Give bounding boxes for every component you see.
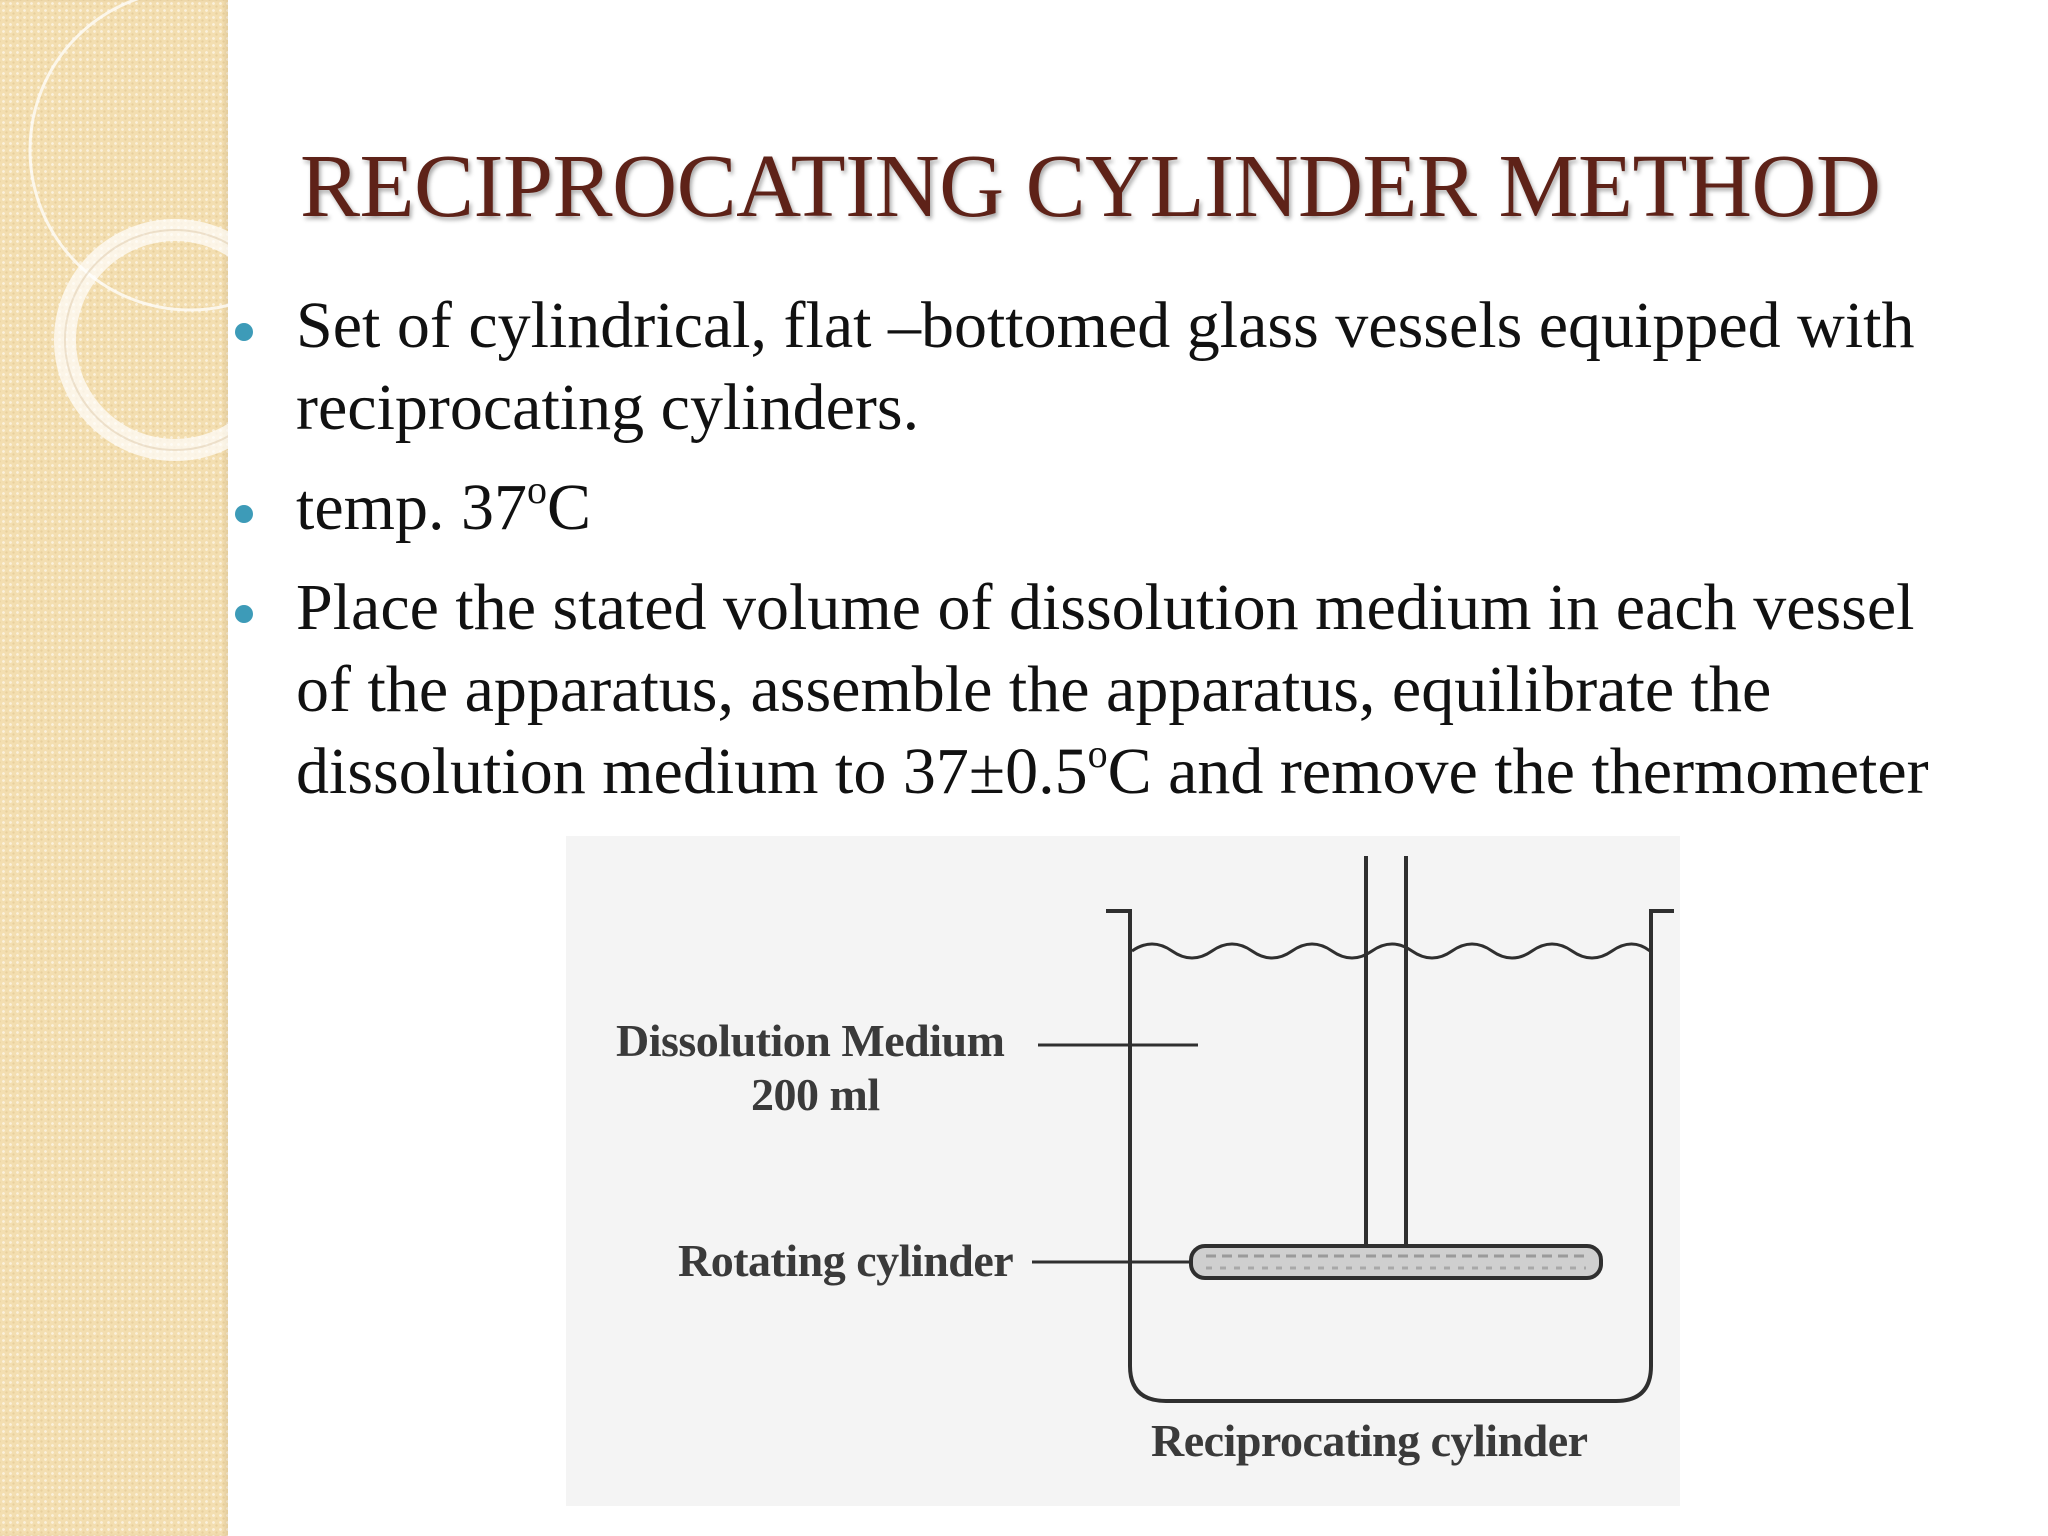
bullet-line: of the apparatus, assemble the apparatus, equilibrate the bbox=[296, 653, 1772, 726]
bullet-dot-icon bbox=[235, 605, 253, 623]
rotating-cylinder-label: Rotating cylinder bbox=[678, 1235, 1014, 1286]
apparatus-diagram bbox=[566, 836, 1680, 1506]
rotating-cylinder bbox=[1191, 1246, 1601, 1278]
dissolution-medium-label: Dissolution Medium bbox=[616, 1015, 1005, 1066]
bullet-dot-icon bbox=[235, 505, 253, 523]
degree-superscript: o bbox=[1087, 731, 1108, 776]
volume-label: 200 ml bbox=[751, 1069, 880, 1120]
vessel-outline bbox=[1106, 911, 1676, 1396]
bullet-line bbox=[296, 731, 2026, 813]
bullet-text bbox=[296, 285, 2026, 449]
sidebar-decoration bbox=[0, 0, 228, 1536]
figure-caption: Reciprocating cylinder bbox=[1151, 1415, 1588, 1466]
bullet-text bbox=[296, 567, 2026, 813]
temperature-text: temp. 37 bbox=[296, 471, 527, 544]
temperature-unit: C bbox=[546, 471, 591, 544]
sidebar-rings-decoration bbox=[0, 0, 228, 1536]
bullet-line: Set of cylindrical, flat –bottomed glass vessels equipped with bbox=[296, 289, 1915, 362]
slide-title: RECIPROCATING CYLINDER METHOD bbox=[300, 137, 1881, 236]
bullet-text bbox=[296, 467, 2026, 549]
bullet-line bbox=[296, 467, 2026, 549]
apparatus-drawing bbox=[566, 836, 1680, 1506]
bullet-line: reciprocating cylinders. bbox=[296, 371, 920, 444]
vessel-body bbox=[1106, 911, 1674, 1401]
bullet-line-text: C and remove the thermometer bbox=[1107, 735, 1929, 808]
bullet-dot-icon bbox=[235, 323, 253, 341]
bullet-line-text: dissolution medium to 37±0.5 bbox=[296, 735, 1088, 808]
bullet-line: Place the stated volume of dissolution medium in each vessel bbox=[296, 571, 1915, 644]
degree-superscript: o bbox=[526, 467, 547, 512]
liquid-surface bbox=[1132, 944, 1650, 958]
